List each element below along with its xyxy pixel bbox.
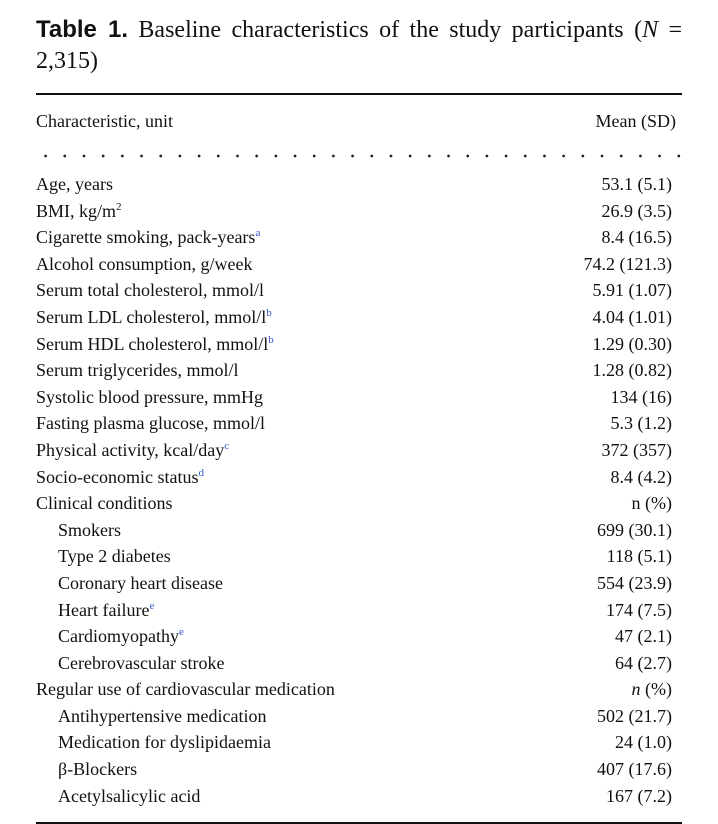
row-label	[58, 597, 154, 623]
row-value: 554 (23.9)	[597, 572, 672, 593]
row-label	[36, 384, 263, 410]
row-label-text: Serum HDL cholesterol, mmol/l	[36, 333, 269, 354]
table-row	[36, 490, 682, 517]
row-label-text: Heart failure	[58, 599, 150, 620]
row-label-text: Regular use of cardiovascular medication	[36, 679, 335, 700]
row-label-text: Type 2 diabetes	[58, 546, 171, 567]
row-label-text: Fasting plasma glucose, mmol/l	[36, 413, 265, 434]
table-row	[36, 543, 682, 570]
row-value: 8.4 (16.5)	[601, 227, 672, 248]
header-dotted-rule	[36, 153, 682, 159]
table-row	[36, 623, 682, 650]
row-label	[58, 623, 184, 649]
row-label	[58, 756, 137, 782]
row-value: 64 (2.7)	[615, 652, 672, 673]
row-label-text: Coronary heart disease	[58, 572, 223, 593]
row-label	[36, 357, 238, 383]
table-row	[36, 570, 682, 597]
table-row	[36, 464, 682, 491]
table-row	[36, 304, 682, 331]
row-label	[36, 171, 113, 197]
footnote-marker[interactable]: e	[178, 626, 184, 639]
row-value: n (%)	[631, 493, 672, 514]
row-label-text: Serum total cholesterol, mmol/l	[36, 280, 264, 301]
row-value: 8.4 (4.2)	[610, 466, 672, 487]
row-label-text: Age, years	[36, 174, 113, 194]
table-row	[36, 171, 682, 198]
row-value: 47 (2.1)	[615, 626, 672, 647]
row-label	[58, 729, 271, 755]
table-row	[36, 410, 682, 437]
row-label-text: Cardiomyopathy	[58, 626, 179, 647]
row-value: 24 (1.0)	[615, 732, 672, 753]
row-value: 74.2 (121.3)	[583, 253, 672, 274]
row-label-text: Smokers	[58, 519, 121, 540]
table-row	[36, 251, 682, 278]
table-row	[36, 597, 682, 624]
row-label	[36, 277, 264, 303]
header-value: Mean (SD)	[595, 111, 676, 131]
row-value: 134 (16)	[610, 386, 672, 407]
row-value: 699 (30.1)	[597, 519, 672, 540]
table-title-text: Baseline characteristics of the study participants	[138, 17, 624, 43]
row-label-text: BMI, kg/m	[36, 200, 117, 221]
table-caption	[36, 14, 682, 77]
table-row	[36, 783, 682, 810]
footnote-marker[interactable]: c	[224, 439, 230, 452]
row-value: 1.29 (0.30)	[592, 333, 672, 354]
row-value: 118 (5.1)	[606, 546, 672, 567]
table-row	[36, 729, 682, 756]
row-value: 26.9 (3.5)	[601, 200, 672, 221]
row-label-text: Cigarette smoking, pack-years	[36, 227, 256, 248]
row-label	[36, 304, 272, 330]
table-row	[36, 703, 682, 730]
table-row	[36, 331, 682, 358]
row-label-text: Physical activity, kcal/day	[36, 439, 225, 460]
footnote-marker[interactable]: e	[149, 599, 155, 612]
row-label	[36, 331, 274, 357]
table-row	[36, 224, 682, 251]
row-label	[58, 543, 171, 569]
row-label	[36, 198, 122, 224]
table-figure	[36, 14, 683, 806]
row-label	[36, 437, 229, 463]
row-label	[58, 517, 121, 543]
header-characteristic: Characteristic, unit	[36, 111, 173, 131]
footnote-marker[interactable]: d	[198, 466, 204, 479]
table-row	[36, 517, 682, 544]
table-header	[36, 108, 682, 134]
table-body	[36, 171, 682, 809]
row-label	[36, 410, 265, 436]
row-label-text: β-Blockers	[58, 759, 138, 780]
sample-size-symbol: N	[642, 17, 659, 43]
sample-size: (N = 2,315)	[36, 17, 683, 74]
row-label-text: Serum triglycerides, mmol/l	[36, 360, 239, 381]
row-label-text: Socio-economic status	[36, 466, 199, 487]
row-value: 372 (357)	[601, 439, 672, 460]
row-value: 5.91 (1.07)	[592, 280, 672, 301]
row-label-text: Medication for dyslipidaemia	[58, 732, 271, 753]
table-row	[36, 357, 682, 384]
row-value: 4.04 (1.01)	[592, 306, 672, 327]
row-label	[36, 676, 335, 702]
row-label	[58, 650, 224, 676]
row-value: 167 (7.2)	[606, 785, 672, 806]
row-value: 407 (17.6)	[597, 759, 672, 780]
footnote-marker[interactable]: a	[255, 227, 261, 240]
row-label-text: Cerebrovascular stroke	[58, 652, 225, 673]
row-value: 53.1 (5.1)	[601, 174, 672, 194]
footnote-marker[interactable]: b	[266, 306, 272, 319]
row-label-text: Serum LDL cholesterol, mmol/l	[36, 306, 267, 327]
unit-superscript: 2	[116, 200, 122, 213]
footnote-marker[interactable]: b	[268, 333, 274, 346]
table-label: Table 1.	[36, 16, 128, 43]
row-label	[58, 570, 223, 596]
row-label-text: Clinical conditions	[36, 493, 173, 514]
row-value: 1.28 (0.82)	[592, 360, 672, 381]
row-label	[36, 251, 252, 277]
row-value: 174 (7.5)	[606, 599, 672, 620]
row-label-text: Systolic blood pressure, mmHg	[36, 386, 263, 407]
table-row	[36, 756, 682, 783]
table-row	[36, 198, 682, 225]
row-value: n (%)	[631, 679, 672, 700]
table-row	[36, 277, 682, 304]
top-rule	[36, 93, 682, 95]
row-label	[36, 224, 260, 250]
table-row	[36, 676, 682, 703]
row-label-text: Alcohol consumption, g/week	[36, 253, 253, 274]
row-value: 5.3 (1.2)	[610, 413, 672, 434]
row-label	[36, 464, 204, 490]
table-row	[36, 384, 682, 411]
row-label	[58, 703, 266, 729]
row-label	[36, 490, 173, 516]
row-value: 502 (21.7)	[597, 705, 672, 726]
table-row	[36, 650, 682, 677]
table-row	[36, 437, 682, 464]
row-label	[58, 783, 200, 809]
row-label-text: Antihypertensive medication	[58, 705, 267, 726]
row-label-text: Acetylsalicylic acid	[58, 785, 201, 806]
